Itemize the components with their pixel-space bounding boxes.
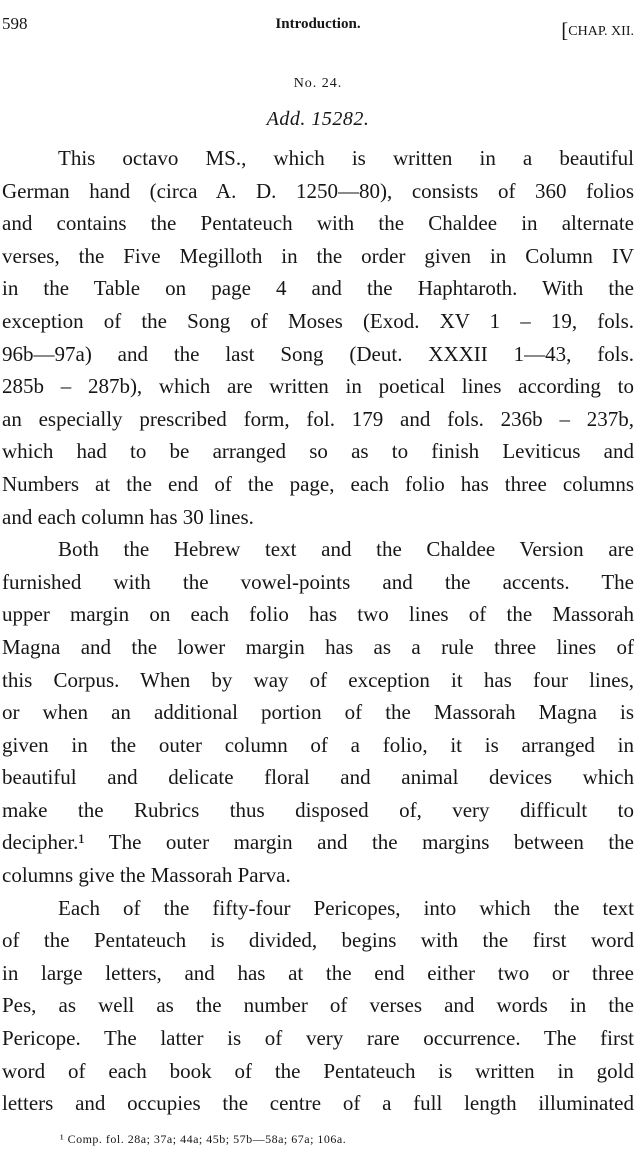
body-line: which had to be arranged so as to finish Leviticus and (2, 439, 634, 464)
chapter-bracket: [ (561, 18, 569, 42)
page-number: 598 (2, 14, 28, 33)
body-line: in the Table on page 4 and the Haphtaroth. With the (2, 276, 634, 301)
body-line: or when an additional portion of the Massorah Magna is (2, 700, 634, 725)
body-line: given in the outer column of a folio, it is arranged in (2, 732, 634, 757)
body-text (2, 142, 634, 1120)
footnote: ¹ Comp. fol. 28a; 37a; 44a; 45b; 57b—58a; 67a; 106a. (60, 1132, 347, 1146)
body-line: and contains the Pentateuch with the Chaldee in alternate (2, 211, 634, 236)
body-line: decipher.¹ The outer margin and the margins between the (2, 830, 634, 855)
body-line: Both the Hebrew text and the Chaldee Version are (58, 537, 634, 562)
body-line: furnished with the vowel-points and the accents. The (2, 569, 634, 594)
chapter-label (561, 16, 634, 41)
body-line: exception of the Song of Moses (Exod. XV 1 – 19, fols. (2, 308, 634, 333)
page-header (2, 14, 634, 40)
body-line: in large letters, and has at the end either two or three (2, 960, 634, 985)
body-line: Numbers at the end of the page, each folio has three columns (2, 471, 634, 496)
body-line: an especially prescribed form, fol. 179 and fols. 236b – 237b, (2, 406, 634, 431)
body-line: make the Rubrics thus disposed of, very difficult to (2, 797, 634, 822)
body-line: beautiful and delicate floral and animal devices which (2, 765, 634, 790)
body-line: this Corpus. When by way of exception it has four lines, (2, 667, 634, 692)
section-number: No. 24. (293, 76, 343, 91)
body-line: of the Pentateuch is divided, begins with the first word (2, 928, 634, 953)
body-line: Pericope. The latter is of very rare occurrence. The first (2, 1026, 634, 1051)
body-line: 96b—97a) and the last Song (Deut. XXXII 1—43, fols. (2, 341, 634, 366)
body-line: letters and occupies the centre of a full length illuminated (2, 1091, 634, 1116)
body-line: and each column has 30 lines. (2, 504, 254, 529)
body-line: Each of the fifty-four Pericopes, into which the text (58, 895, 634, 920)
chapter-text: CHAP. XII. (568, 24, 634, 39)
body-line: This octavo MS., which is written in a beautiful (58, 146, 634, 170)
body-line: Magna and the lower margin has as a rule three lines of (2, 634, 634, 659)
body-line: word of each book of the Pentateuch is written in gold (2, 1058, 634, 1083)
running-title: Introduction. (275, 16, 361, 32)
body-line: upper margin on each folio has two lines of the Massorah (2, 602, 634, 627)
body-line: columns give the Massorah Parva. (2, 863, 291, 888)
body-line: verses, the Five Megilloth in the order given in Column IV (2, 243, 634, 268)
body-line: Pes, as well as the number of verses and words in the (2, 993, 634, 1018)
body-line: German hand (circa A. D. 1250—80), consists of 360 folios (2, 178, 634, 203)
manuscript-title: Add. 15282. (266, 108, 370, 130)
body-line: 285b – 287b), which are written in poetical lines according to (2, 374, 634, 399)
